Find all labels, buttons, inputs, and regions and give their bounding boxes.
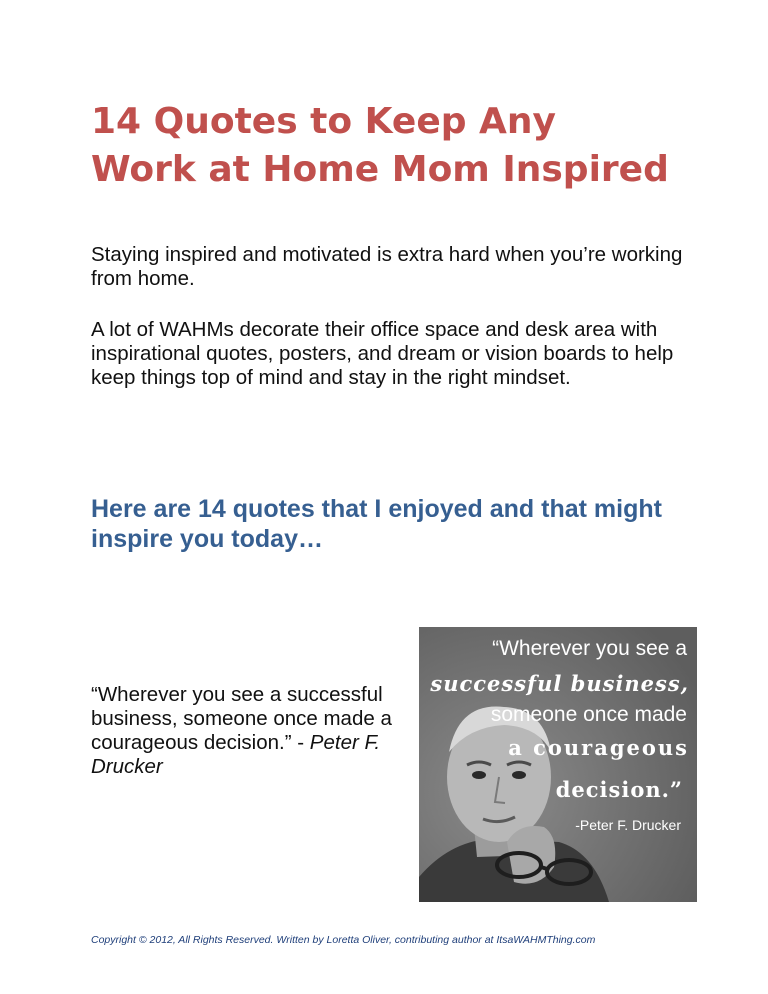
document-title <box>91 98 731 194</box>
image-quote-line-3: someone once made <box>490 703 687 726</box>
body-paragraph: A lot of WAHMs decorate their office space and desk area with inspirational quotes, posters, and dream or vision boards to help keep things top of mind and stay in the right mindset. <box>91 318 674 389</box>
image-quote-author: -Peter F. Drucker <box>575 817 681 833</box>
quote-text <box>91 683 411 779</box>
title-line-1: 14 Quotes to Keep Any <box>91 101 557 142</box>
image-quote-line-1: “Wherever you see a <box>492 637 687 660</box>
portrait-illustration <box>419 627 697 902</box>
image-quote-line-5: decision.” <box>555 777 683 802</box>
quote-image <box>419 627 697 902</box>
quote-author: Peter F. Drucker <box>91 731 381 778</box>
copyright-footer: Copyright © 2012, All Rights Reserved. Written by Loretta Oliver, contributing author at ItsaWAHMThing.com <box>91 934 596 946</box>
section-subheading: Here are 14 quotes that I enjoyed and that might inspire you today… <box>91 495 662 553</box>
image-quote-line-4: a courageous <box>508 735 689 760</box>
image-quote-line-2: successful business, <box>430 671 689 696</box>
title-line-2: Work at Home Mom Inspired <box>91 149 669 190</box>
intro-paragraph: Staying inspired and motivated is extra hard when you’re working from home. <box>91 243 683 290</box>
quote-body: “Wherever you see a successful business, someone once made a courageous decision.” - <box>91 683 392 754</box>
